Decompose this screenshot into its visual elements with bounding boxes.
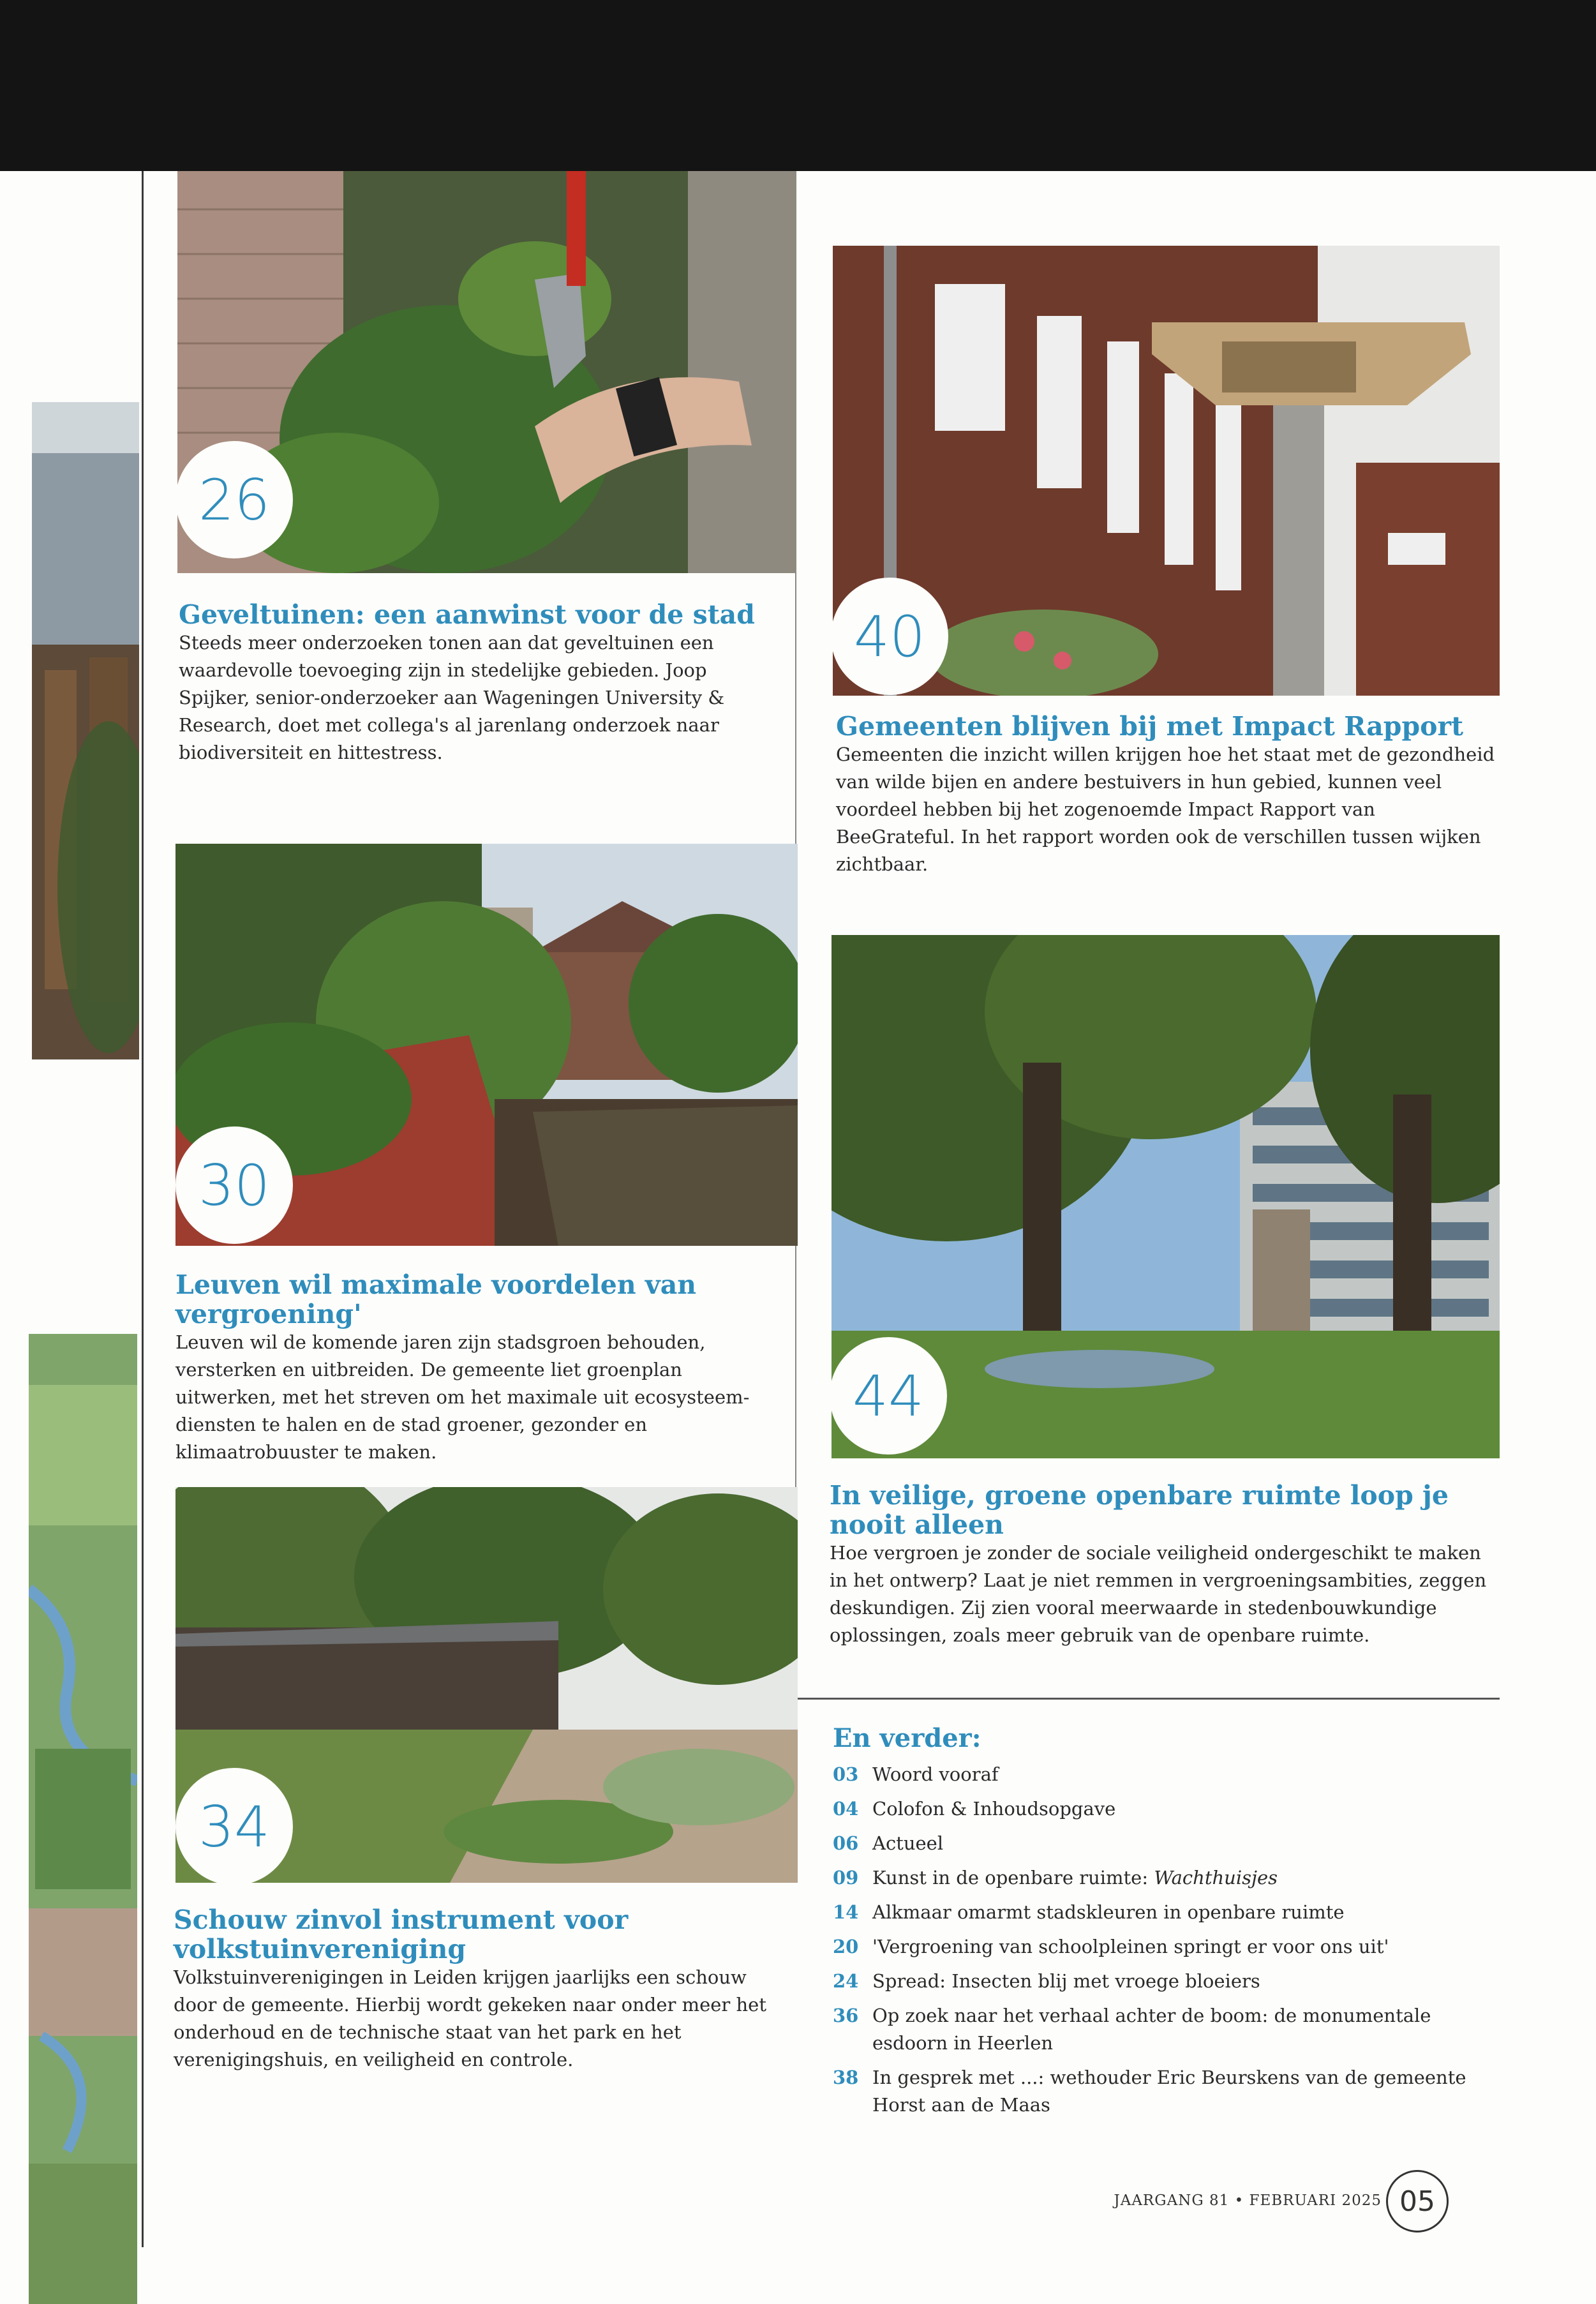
page-number: 05 xyxy=(1386,2170,1449,2233)
article-photo-allotment-garden xyxy=(175,1487,798,1883)
toc-item[interactable] xyxy=(833,1968,1496,1995)
left-margin-rule xyxy=(142,171,144,2247)
toc-item-label xyxy=(872,1864,1278,1892)
toc-item-label xyxy=(872,2064,1496,2119)
toc-item-text: In gesprek met ...: wethouder Eric Beurskens van de gemeente Horst aan de Maas xyxy=(872,2067,1466,2116)
article-26-body: Steeds meer onderzoeken tonen aan dat geveltuinen een waardevolle toevoeging zijn in stedelijke gebieden. Joop Spijker, senior-onderzoeker aan Wageningen University & Research, doet met collega's al jarenlang onderzoek naar biodiversiteit en hittestress. xyxy=(179,632,725,763)
toc-item-page: 38 xyxy=(833,2067,859,2088)
toc-item-text: Kunst in de openbare ruimte: xyxy=(872,1867,1154,1889)
article-30-headline[interactable]: Leuven wil maximale voordelen van vergroening' xyxy=(175,1269,697,1329)
page-badge-34: 34 xyxy=(175,1768,293,1883)
toc-item-page: 36 xyxy=(833,2005,859,2026)
article-30-body: Leuven wil de komende jaren zijn stadsgroen behouden, versterken en uitbreiden. De gemeente liet groenplan uitwerken, met het streven om het maximale uit ecosysteem-diensten te halen en de stad groener, gezonder en klimaatrobuuster te maken. xyxy=(175,1331,750,1463)
article-44-headline[interactable]: In veilige, groene openbare ruimte loop je nooit alleen xyxy=(830,1480,1449,1540)
page-badge-44: 44 xyxy=(832,1337,947,1455)
toc-item-text: Actueel xyxy=(872,1832,944,1854)
article-photo-facade-garden xyxy=(177,171,796,573)
article-40-body: Gemeenten die inzicht willen krijgen hoe het staat met de gezondheid van wilde bijen en andere bestuivers in hun gebied, kunnen veel voordeel hebben bij het zogenoemde Impact Rapport van BeeGrateful. In het rapport worden ook de verschillen tussen wijken zichtbaar. xyxy=(836,744,1495,875)
article-26-text xyxy=(179,600,779,767)
toc-item-text: Op zoek naar het verhaal achter de boom: de monumentale esdoorn in Heerlen xyxy=(872,2005,1431,2054)
toc-list xyxy=(833,1761,1496,2119)
article-34-body: Volkstuinverenigingen in Leiden krijgen jaarlijks een schouw door de gemeente. Hierbij wordt gekeken naar onder meer het onderhoud en de technische staat van het park en het verenigingshuis, en veiligheid en controle. xyxy=(174,1966,766,2070)
article-34-text xyxy=(174,1905,786,2074)
toc-item-label xyxy=(872,1933,1389,1961)
article-40-headline[interactable]: Gemeenten blijven bij met Impact Rapport xyxy=(836,711,1464,742)
article-44-text xyxy=(830,1481,1500,1649)
toc-item-page: 04 xyxy=(833,1798,859,1820)
toc-item[interactable] xyxy=(833,1899,1496,1926)
toc-item-page: 14 xyxy=(833,1901,859,1923)
page-badge-40: 40 xyxy=(833,578,948,695)
article-40-text xyxy=(836,712,1500,878)
toc-item-page: 03 xyxy=(833,1763,859,1785)
toc-item[interactable] xyxy=(833,1864,1496,1892)
toc-item-text: 'Vergroening van schoolpleinen springt er voor ons uit' xyxy=(872,1936,1389,1957)
toc-item-label xyxy=(872,1830,943,1857)
toc-item-text: Woord vooraf xyxy=(872,1763,999,1785)
left-edge-photo-top xyxy=(32,402,139,1059)
toc-item[interactable] xyxy=(833,2002,1496,2057)
article-26-headline[interactable]: Geveltuinen: een aanwinst voor de stad xyxy=(179,599,755,630)
toc-item-text: Alkmaar omarmt stadskleuren in openbare ruimte xyxy=(872,1901,1345,1923)
toc-item-italic: Wachthuisjes xyxy=(1154,1867,1278,1889)
toc-item-text: Colofon & Inhoudsopgave xyxy=(872,1798,1116,1820)
toc-item-label xyxy=(872,2002,1496,2057)
toc-top-rule xyxy=(798,1698,1500,1700)
page-badge-26: 26 xyxy=(177,441,293,558)
toc-item[interactable] xyxy=(833,1933,1496,1961)
toc-item-label xyxy=(872,1968,1260,1995)
toc-item-text: Spread: Insecten blij met vroege bloeiers xyxy=(872,1970,1260,1992)
article-30-text xyxy=(175,1270,779,1466)
toc-item[interactable] xyxy=(833,1830,1496,1857)
toc-item-page: 24 xyxy=(833,1970,859,1992)
page-badge-30: 30 xyxy=(175,1126,293,1244)
toc-item[interactable] xyxy=(833,1795,1496,1823)
article-44-body: Hoe vergroen je zonder de sociale veiligheid ondergeschikt te maken in het ontwerp? Laat je niet remmen in vergroeningsambities, zeggen deskundigen. Zij zien vooral meerwaarde in stedenbouwkundige oplossingen, zoals meer gebruik van de openbare ruimte. xyxy=(830,1542,1487,1646)
toc-item[interactable] xyxy=(833,1761,1496,1788)
top-black-band xyxy=(0,0,1596,171)
article-photo-bee-hotel xyxy=(833,246,1500,696)
article-photo-leuven-canal xyxy=(175,844,798,1246)
left-edge-photo-bottom xyxy=(29,1334,137,2304)
issue-info: JAARGANG 81 • FEBRUARI 2025 xyxy=(1114,2192,1382,2209)
toc-item-page: 06 xyxy=(833,1832,859,1854)
toc-item-label xyxy=(872,1899,1345,1926)
toc-section xyxy=(833,1723,1496,2126)
article-34-headline[interactable]: Schouw zinvol instrument voor volkstuinvereniging xyxy=(174,1904,629,1964)
toc-item-page: 09 xyxy=(833,1867,859,1889)
article-photo-park-heerlen xyxy=(832,935,1500,1458)
toc-title: En verder: xyxy=(833,1723,981,1753)
toc-item-label xyxy=(872,1761,999,1788)
toc-item-page: 20 xyxy=(833,1936,859,1957)
toc-item-label xyxy=(872,1795,1115,1823)
toc-item[interactable] xyxy=(833,2064,1496,2119)
